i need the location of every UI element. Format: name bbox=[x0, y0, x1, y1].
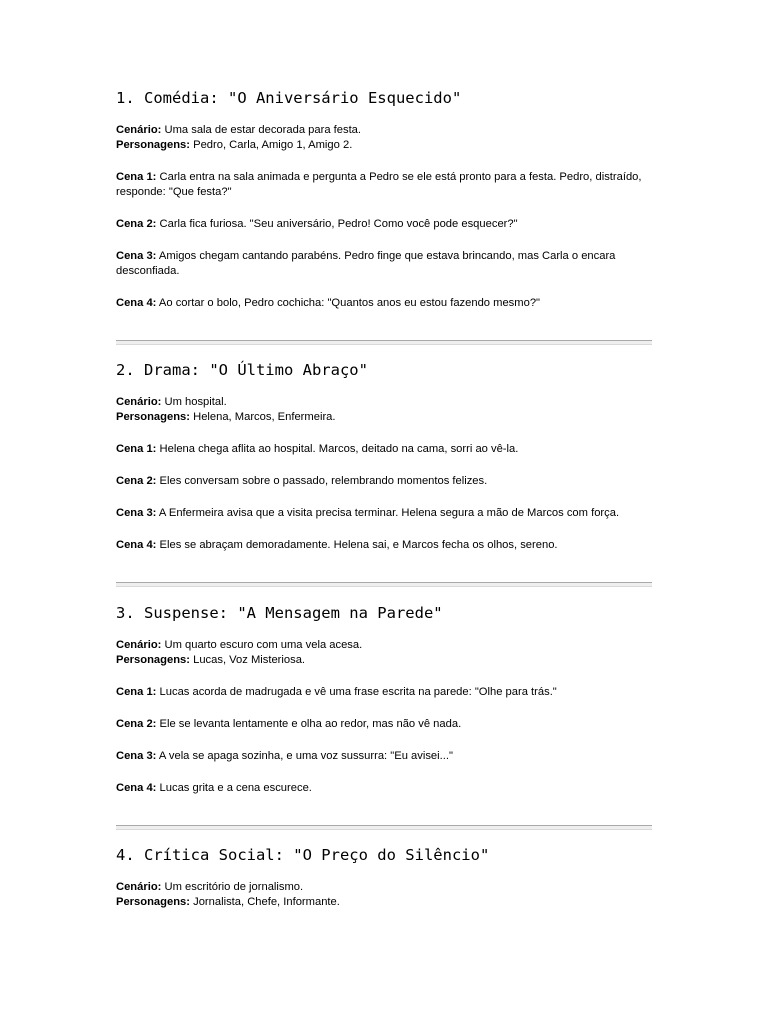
scene-1 bbox=[116, 442, 654, 457]
setting-text: Uma sala de estar decorada para festa. bbox=[164, 124, 362, 136]
scene-4 bbox=[116, 538, 654, 553]
scene-text: Ao cortar o bolo, Pedro cochicha: "Quantos anos eu estou fazendo mesmo?" bbox=[158, 297, 541, 309]
scene-4 bbox=[116, 296, 654, 311]
setting-text: Um escritório de jornalismo. bbox=[164, 881, 304, 893]
setting-label: Cenário: bbox=[116, 396, 162, 408]
characters-label: Personagens: bbox=[116, 896, 190, 908]
section-title: 2. Drama: "O Último Abraço" bbox=[116, 361, 368, 379]
scene-label: Cena 4: bbox=[116, 782, 157, 794]
scene-label: Cena 1: bbox=[116, 171, 157, 183]
scene-text: A vela se apaga sozinha, e uma voz sussurra: "Eu avisei..." bbox=[158, 750, 453, 762]
scene-text: Lucas grita e a cena escurece. bbox=[159, 782, 312, 794]
setting-line bbox=[116, 638, 654, 653]
setting-text: Um quarto escuro com uma vela acesa. bbox=[164, 639, 363, 651]
setting-label: Cenário: bbox=[116, 639, 162, 651]
scene-text: Lucas acorda de madrugada e vê uma frase escrita na parede: "Olhe para trás." bbox=[159, 686, 557, 698]
section-drama bbox=[116, 360, 654, 553]
section-title: 3. Suspense: "A Mensagem na Parede" bbox=[116, 604, 443, 622]
scene-text: Helena chega aflita ao hospital. Marcos, deitado na cama, sorri ao vê-la. bbox=[159, 443, 519, 455]
section-comedia bbox=[116, 88, 654, 311]
scene-2 bbox=[116, 717, 654, 732]
scene-label: Cena 1: bbox=[116, 443, 157, 455]
scene-2 bbox=[116, 474, 654, 489]
scene-label: Cena 1: bbox=[116, 686, 157, 698]
characters-text: Lucas, Voz Misteriosa. bbox=[193, 654, 306, 666]
section-title: 4. Crítica Social: "O Preço do Silêncio" bbox=[116, 846, 490, 864]
scene-label: Cena 3: bbox=[116, 750, 157, 762]
scene-3 bbox=[116, 249, 654, 279]
setting-line bbox=[116, 880, 654, 895]
scene-label: Cena 2: bbox=[116, 475, 157, 487]
scene-label: Cena 4: bbox=[116, 539, 157, 551]
scene-3 bbox=[116, 749, 654, 764]
section-suspense bbox=[116, 603, 654, 796]
scene-4 bbox=[116, 781, 654, 796]
setting-line bbox=[116, 123, 654, 138]
section-divider bbox=[116, 582, 652, 587]
characters-text: Pedro, Carla, Amigo 1, Amigo 2. bbox=[193, 139, 353, 151]
scene-label: Cena 3: bbox=[116, 507, 157, 519]
scene-label: Cena 2: bbox=[116, 218, 157, 230]
setting-label: Cenário: bbox=[116, 881, 162, 893]
characters-text: Helena, Marcos, Enfermeira. bbox=[193, 411, 336, 423]
setting-text: Um hospital. bbox=[164, 396, 227, 408]
scene-text: Eles se abraçam demoradamente. Helena sai, e Marcos fecha os olhos, sereno. bbox=[159, 539, 558, 551]
section-divider bbox=[116, 340, 652, 345]
scene-text: Eles conversam sobre o passado, relembrando momentos felizes. bbox=[159, 475, 488, 487]
scene-1 bbox=[116, 685, 654, 700]
section-critica-social bbox=[116, 845, 654, 910]
scene-label: Cena 4: bbox=[116, 297, 157, 309]
scene-label: Cena 3: bbox=[116, 250, 157, 262]
scene-2 bbox=[116, 217, 654, 232]
scene-label: Cena 2: bbox=[116, 718, 157, 730]
scene-text: Carla fica furiosa. "Seu aniversário, Pedro! Como você pode esquecer?" bbox=[159, 218, 518, 230]
characters-label: Personagens: bbox=[116, 139, 190, 151]
scene-3 bbox=[116, 506, 654, 521]
setting-label: Cenário: bbox=[116, 124, 162, 136]
scene-text: Ele se levanta lentamente e olha ao redor, mas não vê nada. bbox=[159, 718, 462, 730]
characters-line bbox=[116, 653, 654, 668]
characters-label: Personagens: bbox=[116, 411, 190, 423]
scene-text: Amigos chegam cantando parabéns. Pedro finge que estava brincando, mas Carla o encara desconfiada. bbox=[116, 250, 616, 277]
characters-text: Jornalista, Chefe, Informante. bbox=[193, 896, 340, 908]
characters-label: Personagens: bbox=[116, 654, 190, 666]
scene-text: Carla entra na sala animada e pergunta a Pedro se ele está pronto para a festa. Pedro, distraído, responde: "Que festa?" bbox=[116, 171, 642, 198]
characters-line bbox=[116, 895, 654, 910]
characters-line bbox=[116, 410, 654, 425]
section-title: 1. Comédia: "O Aniversário Esquecido" bbox=[116, 89, 462, 107]
section-divider bbox=[116, 825, 652, 830]
scene-1 bbox=[116, 170, 654, 200]
setting-line bbox=[116, 395, 654, 410]
characters-line bbox=[116, 138, 654, 153]
scene-text: A Enfermeira avisa que a visita precisa terminar. Helena segura a mão de Marcos com força. bbox=[158, 507, 620, 519]
